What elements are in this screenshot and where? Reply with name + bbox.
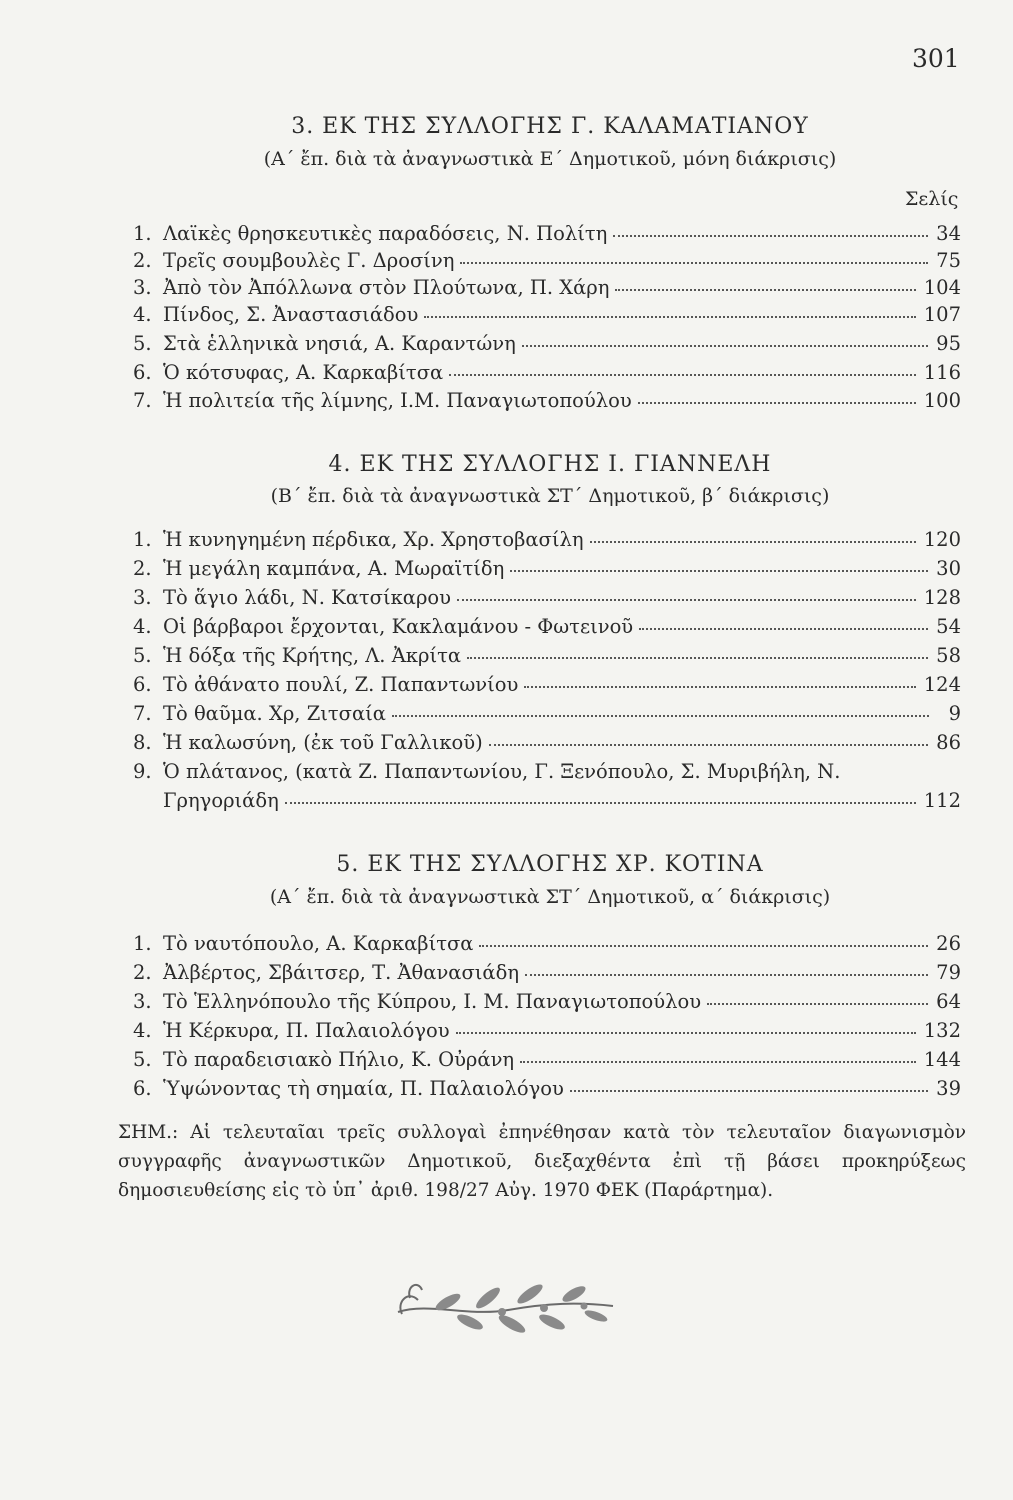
entry-number: 5. xyxy=(133,332,152,355)
toc-entry xyxy=(133,332,961,360)
entry-number: 3. xyxy=(133,276,152,299)
toc-entry xyxy=(133,557,961,585)
entry-page: 39 xyxy=(936,1077,961,1100)
entry-number: 1. xyxy=(133,222,152,245)
entry-title: Τὸ ναυτόπουλο, Α. Καρκαβίτσα xyxy=(163,932,474,955)
entry-title: Ἡ Κέρκυρα, Π. Παλαιολόγου xyxy=(163,1019,450,1042)
entry-title: Ἡ μεγάλη καμπάνα, Α. Μωραϊτίδη xyxy=(163,557,505,580)
dot-leader xyxy=(456,1030,916,1034)
entry-page: 86 xyxy=(936,731,961,754)
entry-number: 6. xyxy=(133,673,152,696)
entry-title: Τὸ ἀθάνατο πουλί, Ζ. Παπαντωνίου xyxy=(163,673,519,696)
dot-leader xyxy=(479,943,928,947)
toc-entry xyxy=(133,303,961,331)
entry-title: Ἀλβέρτος, Σβάιτσερ, Τ. Ἀθανασιάδη xyxy=(163,961,520,984)
dot-leader xyxy=(707,1001,928,1005)
toc-entry-continuation xyxy=(133,789,961,817)
entry-page: 128 xyxy=(923,586,961,609)
dot-leader xyxy=(460,260,928,264)
entry-page: 64 xyxy=(936,990,961,1013)
entry-number: 4. xyxy=(133,1019,152,1042)
entry-page: 104 xyxy=(923,276,961,299)
entry-page: 30 xyxy=(936,557,961,580)
entry-number: 8. xyxy=(133,731,152,754)
page-number: 301 xyxy=(912,44,960,73)
section-subheading: (Α΄ ἔπ. διὰ τὰ ἀναγνωστικὰ ΣΤ΄ Δημοτικοῦ, α΄ διάκρισις) xyxy=(269,886,831,908)
entry-title: Ἡ καλωσύνη, (ἐκ τοῦ Γαλλικοῦ) xyxy=(163,731,483,754)
toc-entry xyxy=(133,276,961,304)
entry-title: Οἱ βάρβαροι ἔρχονται, Κακλαμάνου - Φωτεινοῦ xyxy=(163,615,634,638)
dot-leader xyxy=(639,626,928,630)
entry-number: 7. xyxy=(133,389,152,412)
entry-title-continuation: Γρηγοριάδη xyxy=(163,789,279,812)
entry-title: Τὸ Ἑλληνόπουλο τῆς Κύπρου, Ι. Μ. Παναγιωτοπούλου xyxy=(163,990,702,1013)
entry-title: Πίνδος, Σ. Ἀναστασιάδου xyxy=(163,303,419,326)
entry-number: 2. xyxy=(133,249,152,272)
entry-number: 6. xyxy=(133,361,152,384)
entry-page: 95 xyxy=(936,332,961,355)
footnote xyxy=(118,1118,966,1205)
section-subheading: (Β΄ ἔπ. διὰ τὰ ἀναγνωστικὰ ΣΤ΄ Δημοτικοῦ, β΄ διάκρισις) xyxy=(270,485,830,507)
entry-page: 124 xyxy=(923,673,961,696)
entry-page: 54 xyxy=(936,615,961,638)
entry-title: Λαϊκὲς θρησκευτικὲς παραδόσεις, Ν. Πολίτη xyxy=(163,222,608,245)
entry-title: Τὸ θαῦμα. Χρ, Ζιτσαία xyxy=(163,702,386,725)
entry-page: 144 xyxy=(923,1048,961,1071)
dot-leader xyxy=(520,1059,916,1063)
entry-page: 132 xyxy=(923,1019,961,1042)
dot-leader xyxy=(510,568,928,572)
page-column-header: Σελίς xyxy=(905,188,959,210)
toc-entry xyxy=(133,1019,961,1047)
toc-entry xyxy=(133,731,961,759)
entry-title: Ὑψώνοντας τὴ σημαία, Π. Παλαιολόγου xyxy=(163,1077,564,1100)
toc-entry xyxy=(133,644,961,672)
section-heading: 5. ΕΚ ΤΗΣ ΣΥΛΛΟΓΗΣ ΧΡ. ΚΟΤΙΝΑ xyxy=(336,852,764,877)
entry-page: 26 xyxy=(936,932,961,955)
entry-page: 107 xyxy=(923,303,961,326)
note-label: ΣΗΜ.: xyxy=(118,1122,179,1143)
entry-number: 1. xyxy=(133,528,152,551)
entry-title: Ἡ δόξα τῆς Κρήτης, Λ. Ἀκρίτα xyxy=(163,644,462,667)
entry-title: Ὁ πλάτανος, (κατὰ Ζ. Παπαντωνίου, Γ. Ξενόπουλο, Σ. Μυριβήλη, Ν. xyxy=(163,760,841,783)
entry-page: 75 xyxy=(936,249,961,272)
toc-entry xyxy=(133,961,961,989)
entry-page: 79 xyxy=(936,961,961,984)
entry-title: Ἡ κυνηγημένη πέρδικα, Χρ. Χρηστοβασίλη xyxy=(163,528,584,551)
entry-number: 5. xyxy=(133,1048,152,1071)
toc-entry xyxy=(133,222,961,250)
entry-number: 9. xyxy=(133,760,152,783)
toc-entry xyxy=(133,528,961,556)
toc-entry xyxy=(133,1077,961,1105)
entry-page: 58 xyxy=(936,644,961,667)
entry-number: 1. xyxy=(133,932,152,955)
entry-number: 4. xyxy=(133,303,152,326)
dot-leader xyxy=(467,655,928,659)
entry-number: 5. xyxy=(133,644,152,667)
dot-leader xyxy=(613,233,928,237)
entry-title: Ἡ πολιτεία τῆς λίμνης, Ι.Μ. Παναγιωτοπούλου xyxy=(163,389,632,412)
dot-leader xyxy=(522,343,928,347)
toc-entry xyxy=(133,586,961,614)
section-subheading: (Α΄ ἔπ. διὰ τὰ ἀναγνωστικὰ Ε΄ Δημοτικοῦ, μόνη διάκρισις) xyxy=(263,148,837,170)
dot-leader xyxy=(638,400,916,404)
dot-leader xyxy=(524,684,915,688)
entry-page: 116 xyxy=(923,361,961,384)
section-heading: 4. ΕΚ ΤΗΣ ΣΥΛΛΟΓΗΣ Ι. ΓΙΑΝΝΕΛΗ xyxy=(328,452,772,477)
entry-title: Τὸ ἅγιο λάδι, Ν. Κατσίκαρου xyxy=(163,586,452,609)
toc-entry xyxy=(133,1048,961,1076)
toc-entry xyxy=(133,389,961,417)
toc-entry xyxy=(133,361,961,389)
dot-leader xyxy=(615,287,915,291)
toc-entry xyxy=(133,932,961,960)
dot-leader xyxy=(570,1088,928,1092)
toc-entry xyxy=(133,760,961,788)
entry-title: Ὁ κότσυφας, Α. Καρκαβίτσα xyxy=(163,361,444,384)
dot-leader xyxy=(424,314,915,318)
entry-page: 9 xyxy=(948,702,961,725)
dot-leader xyxy=(489,742,928,746)
toc-entry xyxy=(133,249,961,277)
entry-page: 100 xyxy=(923,389,961,412)
entry-number: 2. xyxy=(133,961,152,984)
toc-entry xyxy=(133,615,961,643)
entry-page: 120 xyxy=(923,528,961,551)
entry-title: Στὰ ἑλληνικὰ νησιά, Α. Καραντώνη xyxy=(163,332,516,355)
olive-branch-icon xyxy=(388,1272,618,1346)
entry-page: 34 xyxy=(936,222,961,245)
dot-leader xyxy=(285,800,916,804)
entry-title: Τὸ παραδεισιακὸ Πήλιο, Κ. Οὐράνη xyxy=(163,1048,515,1071)
dot-leader xyxy=(457,597,916,601)
dot-leader xyxy=(392,713,929,717)
toc-entry xyxy=(133,702,961,730)
dot-leader xyxy=(525,972,928,976)
entry-title: Ἀπὸ τὸν Ἀπόλλωνα στὸν Πλούτωνα, Π. Χάρη xyxy=(163,276,610,299)
entry-number: 6. xyxy=(133,1077,152,1100)
toc-entry xyxy=(133,673,961,701)
entry-title: Τρεῖς σουμβουλὲς Γ. Δροσίνη xyxy=(163,249,455,272)
section-heading: 3. ΕΚ ΤΗΣ ΣΥΛΛΟΓΗΣ Γ. ΚΑΛΑΜΑΤΙΑΝΟΥ xyxy=(291,114,809,139)
entry-number: 7. xyxy=(133,702,152,725)
entry-number: 3. xyxy=(133,586,152,609)
dot-leader xyxy=(449,372,916,376)
entry-number: 2. xyxy=(133,557,152,580)
dot-leader xyxy=(590,539,916,543)
entry-page: 112 xyxy=(923,789,961,812)
entry-number: 4. xyxy=(133,615,152,638)
entry-number: 3. xyxy=(133,990,152,1013)
note-text: Αἱ τελευταῖαι τρεῖς συλλογαὶ ἐπηνέθησαν κατὰ τὸν τελευταῖον διαγωνισμὸν συγγραφῆς ἀναγνωστικῶν Δημοτικοῦ, διεξαχθέντα ἐπὶ τῇ βάσει προκηρύξεως δημοσιευθείσης εἰς τὸ ὑπ᾽ ἀριθ. 198/27 Αὐγ. 1970 ΦΕΚ (Παράρτημα). xyxy=(118,1122,966,1201)
toc-entry xyxy=(133,990,961,1018)
